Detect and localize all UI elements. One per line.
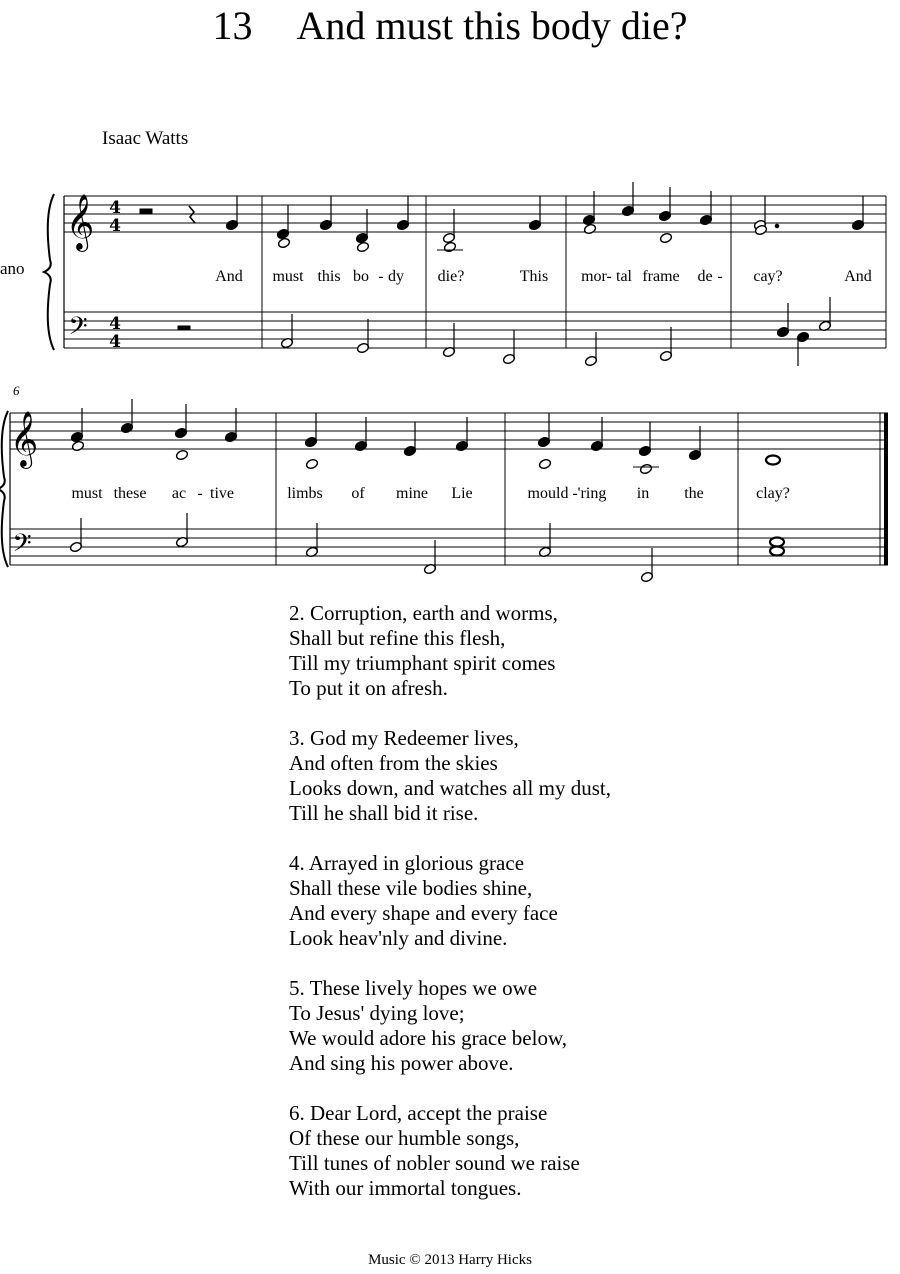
- lyric-syllable: -: [717, 268, 723, 285]
- hymn-number: 13: [212, 3, 253, 48]
- verse-5: [289, 976, 611, 1076]
- notehead-alto: [583, 223, 596, 235]
- lyric-syllable: these: [113, 485, 147, 502]
- dot: [775, 224, 779, 228]
- verse-line: To put it on afresh.: [289, 676, 448, 700]
- verse-line: 3. God my Redeemer lives,: [289, 726, 519, 750]
- lyric-syllable: of: [351, 485, 365, 502]
- brace: [44, 194, 54, 350]
- lyric-syllable: cay?: [753, 268, 783, 285]
- lyric-syllable: -: [572, 485, 578, 502]
- treble-clef-icon: 𝄞: [9, 411, 39, 467]
- lyric-syllable: ac: [171, 485, 187, 502]
- verse-line: And every shape and every face: [289, 901, 558, 925]
- author-credit: Isaac Watts: [102, 128, 189, 149]
- lyric-syllable: mould: [527, 485, 569, 502]
- half-rest: [178, 326, 190, 330]
- verse-line: Shall but refine this flesh,: [289, 626, 506, 650]
- lyric-syllable: dy: [388, 268, 404, 285]
- verse-line: With our immortal tongues.: [289, 1176, 522, 1200]
- treble-clef-icon: 𝄞: [65, 194, 95, 250]
- notehead-alto: [71, 440, 84, 452]
- lyric-syllable: die?: [437, 268, 465, 285]
- verse-line: Shall these vile bodies shine,: [289, 876, 533, 900]
- verse-line: 4. Arrayed in glorious grace: [289, 851, 525, 875]
- lyric-syllable: bo: [353, 268, 369, 285]
- brace: [0, 411, 8, 567]
- lyric-syllable: clay?: [756, 485, 790, 502]
- lyric-syllable: This: [519, 268, 549, 285]
- lyric-syllable: frame: [642, 268, 680, 285]
- verse-line: Look heav'nly and divine.: [289, 926, 508, 950]
- time-signature-top: 4: [109, 198, 121, 218]
- lyric-syllable: this: [317, 268, 341, 285]
- verses: [289, 601, 611, 1226]
- time-signature-top: 4: [109, 314, 121, 334]
- bass-clef-icon: 𝄢: [68, 312, 88, 347]
- bass-clef-icon: 𝄢: [12, 529, 32, 564]
- verse-line: And sing his power above.: [289, 1051, 514, 1075]
- lyric-syllable: must: [272, 268, 304, 285]
- notehead-alto: [659, 232, 672, 244]
- verse-line: And often from the skies: [289, 751, 498, 775]
- notehead-alto: [443, 241, 456, 253]
- verse-4: [289, 851, 611, 951]
- notehead-alto: [277, 237, 290, 249]
- verse-line: We would adore his grace below,: [289, 1026, 568, 1050]
- lyric-syllable: the: [684, 485, 704, 502]
- lyric-syllable: mor: [581, 268, 607, 285]
- lyric-syllable: de: [697, 268, 713, 285]
- verse-line: Till tunes of nobler sound we raise: [289, 1151, 580, 1175]
- verse-2: [289, 601, 611, 701]
- verse-3: [289, 726, 611, 826]
- time-signature-bottom: 4: [109, 332, 121, 352]
- lyric-syllable: -: [606, 268, 612, 285]
- lyric-syllable: limbs: [287, 485, 323, 502]
- notehead-alto: [356, 241, 369, 253]
- lyric-syllable: -: [197, 485, 203, 502]
- copyright-footer: Music © 2013 Harry Hicks: [368, 1252, 532, 1268]
- verse-line: Looks down, and watches all my dust,: [289, 776, 611, 800]
- verse-line: 6. Dear Lord, accept the praise: [289, 1101, 548, 1125]
- notehead-alto: [175, 449, 188, 461]
- lyric-syllable: And: [844, 268, 872, 285]
- lyric-syllable: And: [215, 268, 243, 285]
- lyric-syllable: mine: [396, 485, 428, 502]
- lyric-syllable: must: [71, 485, 103, 502]
- hymn-title: And must this body die?: [296, 3, 688, 48]
- verse-line: Till he shall bid it rise.: [289, 801, 479, 825]
- measure-number: 6: [13, 383, 20, 398]
- verse-6: [289, 1101, 611, 1201]
- whole-note: [766, 456, 780, 465]
- verse-line: Till my triumphant spirit comes: [289, 651, 556, 675]
- music-score: [0, 0, 900, 600]
- lyric-syllable: Lie: [451, 485, 473, 502]
- lyric-syllable: tal: [616, 268, 632, 285]
- lyric-syllable: tive: [210, 485, 234, 502]
- verse-line: To Jesus' dying love;: [289, 1001, 465, 1025]
- whole-note: [770, 547, 784, 556]
- notehead-alto: [639, 463, 652, 475]
- time-signature-bottom: 4: [109, 216, 121, 236]
- instrument-label: ano: [0, 259, 25, 278]
- notehead-alto: [538, 458, 551, 470]
- notehead-alto: [305, 458, 318, 470]
- lyric-syllable: in: [636, 485, 650, 502]
- lyric-syllable: -: [378, 268, 384, 285]
- verse-line: 5. These lively hopes we owe: [289, 976, 538, 1000]
- verse-line: 2. Corruption, earth and worms,: [289, 601, 558, 625]
- verse-line: Of these our humble songs,: [289, 1126, 520, 1150]
- whole-note: [770, 538, 784, 547]
- half-rest: [140, 209, 152, 213]
- lyric-syllable: 'ring: [577, 485, 607, 502]
